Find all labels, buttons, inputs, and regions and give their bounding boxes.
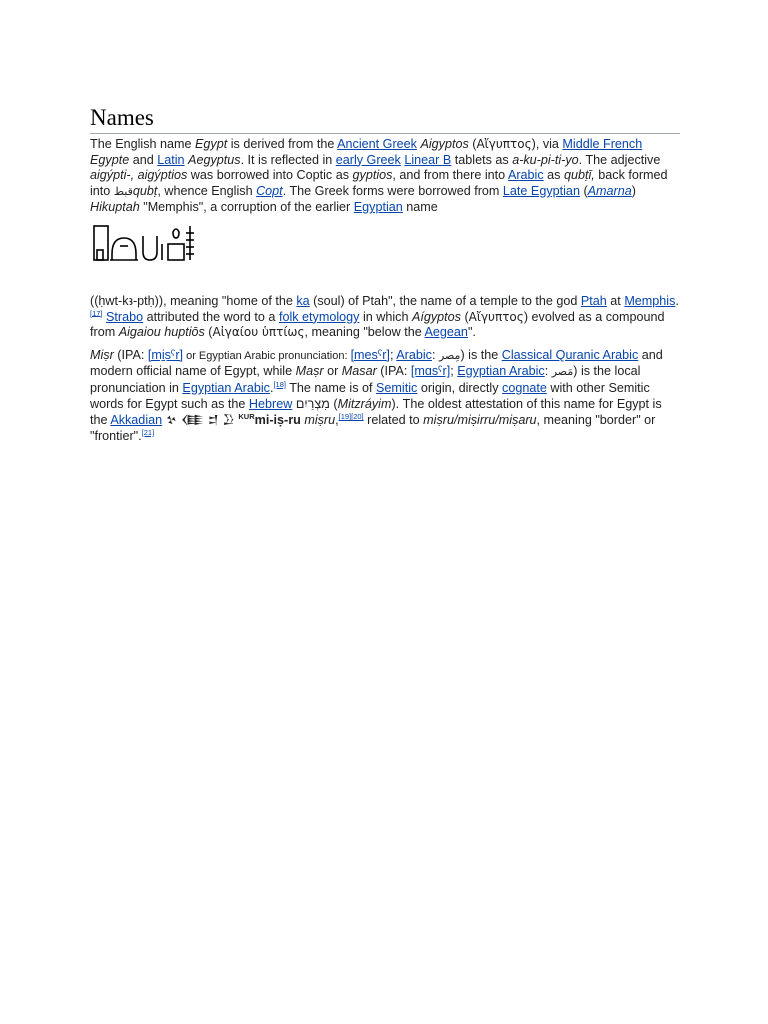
text: and modern official name of Egypt, while [90, 347, 663, 379]
link-ka[interactable]: ka [296, 293, 310, 308]
text: origin, directly [417, 380, 503, 395]
text: ( [90, 293, 95, 308]
text: is derived from the [227, 137, 338, 151]
text: with other Semitic words for Egypt such as the [90, 380, 650, 411]
text: , whence English [157, 183, 257, 198]
term-misr: Miṣr [90, 347, 114, 362]
text: The name is of [285, 380, 377, 395]
text: was borrowed into Coptic as [187, 168, 353, 183]
text: name [402, 200, 438, 215]
term-qubti: qubṭī, [563, 168, 595, 183]
link-classical-quranic-arabic[interactable]: Classical Quranic Arabic [501, 347, 639, 362]
term-gyptios: gyptios [352, 168, 393, 183]
greek-phrase: Αἰγαίου ὑπτίως [212, 325, 305, 340]
paragraph-etymology [90, 137, 680, 216]
link-latin[interactable]: Latin [157, 152, 185, 167]
link-linear-b[interactable]: Linear B [404, 152, 452, 167]
term-aigyptos: Aígyptos [411, 309, 461, 324]
hieroglyph-image [90, 224, 680, 284]
ref-17[interactable]: [17] [90, 308, 103, 318]
link-amarna[interactable] [588, 184, 632, 198]
hebrew-word: מִצְרַיִם [295, 396, 330, 411]
term-misru: miṣru [304, 413, 336, 428]
text: (IPA: [376, 364, 411, 379]
text: , meaning "below the [304, 325, 425, 340]
text: ; [450, 364, 458, 379]
term-misru-forms: miṣru/miṣirru/miṣaru [423, 413, 537, 428]
link-late-egyptian[interactable]: Late Egyptian [502, 183, 580, 198]
text: ) evolved as a compound from [90, 309, 665, 340]
term-akupityo: a-ku-pi-ti-yo [512, 152, 579, 167]
paragraph-hwt-ka-ptah [90, 294, 680, 341]
text: back formed into [90, 168, 668, 198]
text: tablets as [451, 152, 513, 167]
text: as [543, 168, 564, 183]
text: at [606, 293, 625, 308]
link-ancient-greek[interactable]: Ancient Greek [337, 137, 417, 151]
link-strabo[interactable]: Strabo [106, 309, 144, 324]
text: ). The oldest attestation of this name for Egypt is the [90, 396, 662, 428]
greek-word: Αἴγυπτος [476, 137, 532, 151]
term-masar: Masar [341, 364, 377, 379]
link-memphis[interactable]: Memphis [624, 293, 676, 308]
link-aegean[interactable]: Aegean [424, 325, 468, 340]
kur-determinative: KUR [238, 411, 255, 421]
article-content [90, 104, 680, 444]
term-qubt: qubṭ [132, 183, 158, 198]
text: , and from there into [392, 168, 508, 183]
link-cognate[interactable]: cognate [502, 380, 547, 395]
akkadian-syllables: mi-iṣ-ru [254, 413, 301, 428]
link-akkadian[interactable]: Akkadian [110, 413, 163, 428]
cuneiform-glyphs: 𒆳 𒈪 𒄑 𒊒 [165, 412, 235, 428]
text: The English name [90, 137, 196, 151]
text: ( [329, 396, 338, 411]
paragraph-misr [90, 348, 680, 445]
ref-19-20[interactable]: [19][20] [338, 411, 364, 421]
text: . [675, 293, 679, 308]
text: : [431, 347, 439, 362]
text: ". [467, 325, 476, 340]
link-ptah[interactable]: Ptah [580, 293, 607, 308]
text: ) [631, 183, 636, 198]
term-aegyptus: Aegyptus [188, 152, 241, 167]
link-early-greek[interactable]: early Greek [335, 152, 401, 167]
link-copt-label: Copt [256, 183, 283, 198]
link-middle-french[interactable]: Middle French [562, 137, 643, 151]
arabic-word: قبط [113, 185, 133, 198]
link-ipa-mesr[interactable]: [mesˤr] [350, 347, 390, 362]
text: , meaning "border" or "frontier". [90, 413, 656, 443]
text: ), via [531, 137, 563, 151]
term-aigypti: aigýpti-, aigýptios [90, 168, 188, 183]
text: ) is the [460, 347, 502, 362]
text: ; [389, 347, 397, 362]
link-copt[interactable] [256, 184, 283, 198]
text: (IPA: [113, 347, 148, 362]
text: . [269, 380, 274, 395]
link-egyptian-arabic[interactable]: Egyptian Arabic [457, 364, 545, 379]
text: related to [363, 413, 424, 428]
term-hikuptah: Hikuptah [90, 200, 140, 215]
text: ( [204, 325, 213, 340]
hieroglyphs-hwt-ka-ptah [90, 224, 208, 264]
term-masr: Maṣr [295, 364, 324, 379]
term-egypt: Egypt [195, 137, 228, 151]
link-egyptian-arabic[interactable]: Egyptian Arabic [182, 380, 270, 395]
text: ( [460, 309, 469, 324]
text: "Memphis", a corruption of the earlier [139, 200, 354, 215]
link-arabic[interactable]: Arabic [507, 168, 544, 183]
text: . The Greek forms were borrowed from [282, 183, 503, 198]
text: . It is reflected in [240, 152, 336, 167]
text: , [335, 413, 339, 428]
text: and [129, 152, 158, 167]
link-ipa-misr[interactable]: [mi̠sˤr] [147, 347, 184, 362]
term-egypte: Egypte [90, 152, 130, 167]
link-hebrew[interactable]: Hebrew [248, 396, 293, 411]
arabic-word: مَصر [551, 366, 574, 379]
ref-18[interactable]: [18] [273, 379, 286, 389]
arabic-word: مِصر [438, 349, 461, 362]
text: attributed the word to a [143, 309, 279, 324]
text: in which [359, 309, 412, 324]
text: . The adjective [578, 152, 661, 167]
link-amarna-label: Amarna [587, 183, 632, 198]
text: : [544, 364, 552, 379]
text: ( [468, 137, 477, 151]
term-mitzrayim: Mitzráyim [337, 396, 392, 411]
link-egyptian[interactable]: Egyptian [353, 200, 403, 215]
transliteration: (ḥwt-kꜣ-ptḥ) [94, 293, 159, 308]
text: ) is the local pronunciation in [90, 364, 641, 395]
text: or [323, 364, 342, 379]
link-folk-etymology[interactable]: folk etymology [278, 309, 360, 324]
link-ipa-masr[interactable]: [mɑsˤr] [410, 364, 451, 379]
ref-21[interactable]: [21] [141, 427, 155, 437]
text: ), meaning "home of the [158, 293, 297, 308]
link-arabic[interactable]: Arabic [396, 347, 432, 362]
greek-word: Αἴγυπτος [468, 309, 524, 324]
link-semitic[interactable]: Semitic [376, 380, 418, 395]
term-aigyptos: Aigyptos [420, 137, 469, 151]
section-heading: Names [90, 104, 680, 134]
text: or Egyptian Arabic pronunciation: [183, 349, 351, 362]
text: (soul) of Ptah", the name of a temple to the god [309, 293, 581, 308]
text: ( [579, 183, 588, 198]
term-aigaiou-huptios: Aigaiou huptiōs [118, 325, 205, 340]
